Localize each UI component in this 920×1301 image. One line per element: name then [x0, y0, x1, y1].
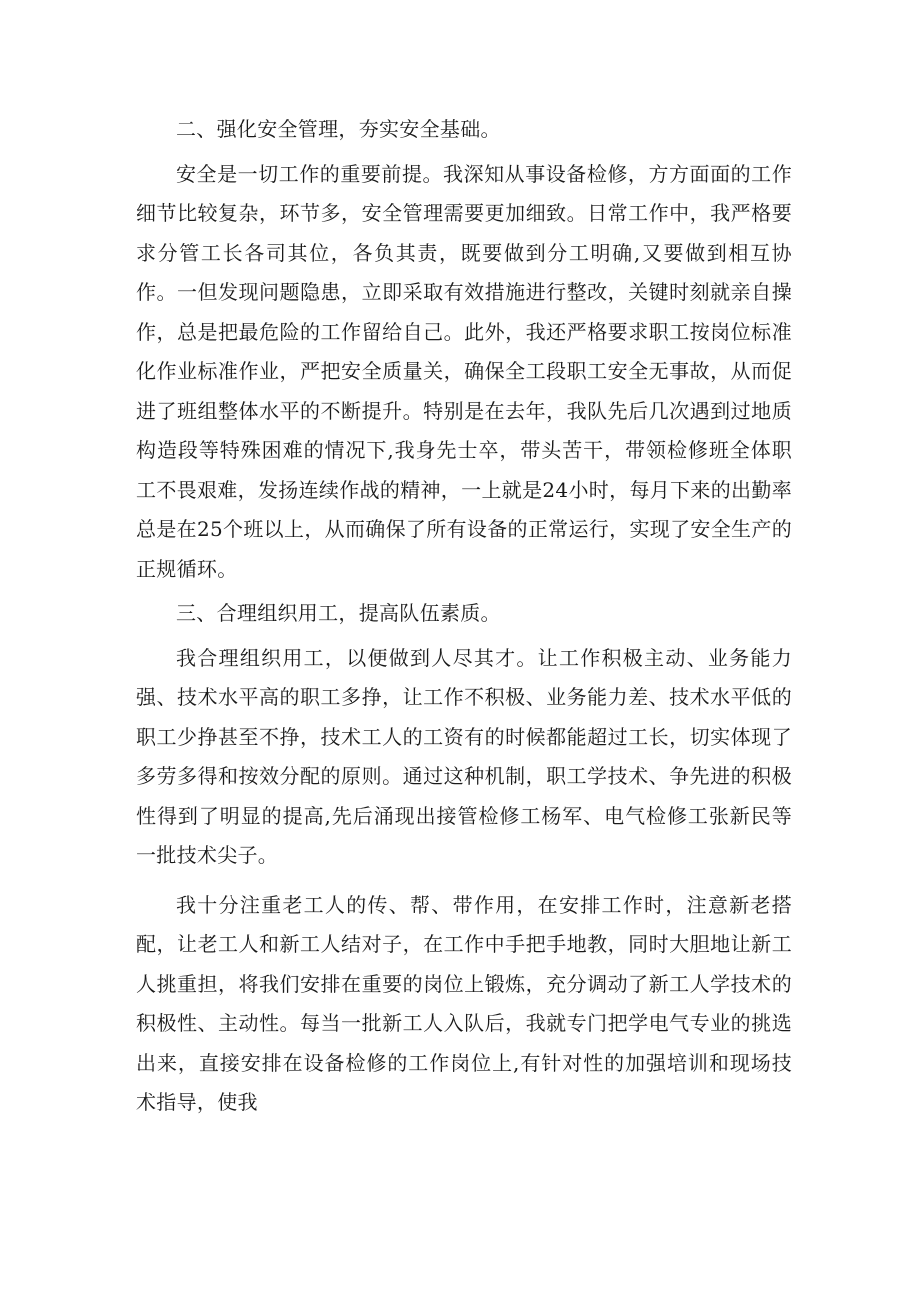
- paragraph-safety: 安全是一切工作的重要前提。我深知从事设备检修，方方面面的工作细节比较复杂，环节多，安全管理需要更加细致。日常工作中，我严格要求分管工长各司其位，各负其责，既要做到分工明确,又要做到相互协作。一但发现问题隐患，立即采取有效措施进行整改，关键时刻就亲自操作，总是把最危险的工作留给自己。此外，我还严格要求职工按岗位标准化作业标准作业，严把安全质量关，确保全工段职工安全无事故，从而促进了班组整体水平的不断提升。特别是在去年，我队先后几次遇到过地质构造段等特殊困难的情况下,我身先士卒，带头苦干，带领检修班全体职工不畏艰难，发扬连续作战的精神，一上就是24小时，每月下来的出勤率总是在25个班以上，从而确保了所有设备的正常运行，实现了安全生产的正规循环。: [136, 161, 792, 581]
- section-heading-3: 三、合理组织用工，提高队伍素质。: [176, 601, 501, 625]
- paragraph-staffing: 我合理组织用工，以便做到人尽其才。让工作积极主动、业务能力强、技术水平高的职工多挣，让工作不积极、业务能力差、技术水平低的职工少挣甚至不挣，技术工人的工资有的时候都能超过工长，切实体现了多劳多得和按效分配的原则。通过这种机制，职工学技术、争先进的积极性得到了明显的提高,先后涌现出接管检修工杨军、电气检修工张新民等一批技术尖子。: [136, 645, 792, 867]
- paragraph-mentoring: 我十分注重老工人的传、帮、带作用，在安排工作时，注意新老搭配，让老工人和新工人结对子，在工作中手把手地教，同时大胆地让新工人挑重担，将我们安排在重要的岗位上锻炼，充分调动了新工人学技术的积极性、主动性。每当一批新工人入队后，我就专门把学电气专业的挑选出来，直接安排在设备检修的工作岗位上,有针对性的加强培训和现场技术指导，使我: [136, 892, 792, 1114]
- document-body: [136, 110, 792, 1123]
- section-heading-2: 二、强化安全管理，夯实安全基础。: [176, 117, 501, 141]
